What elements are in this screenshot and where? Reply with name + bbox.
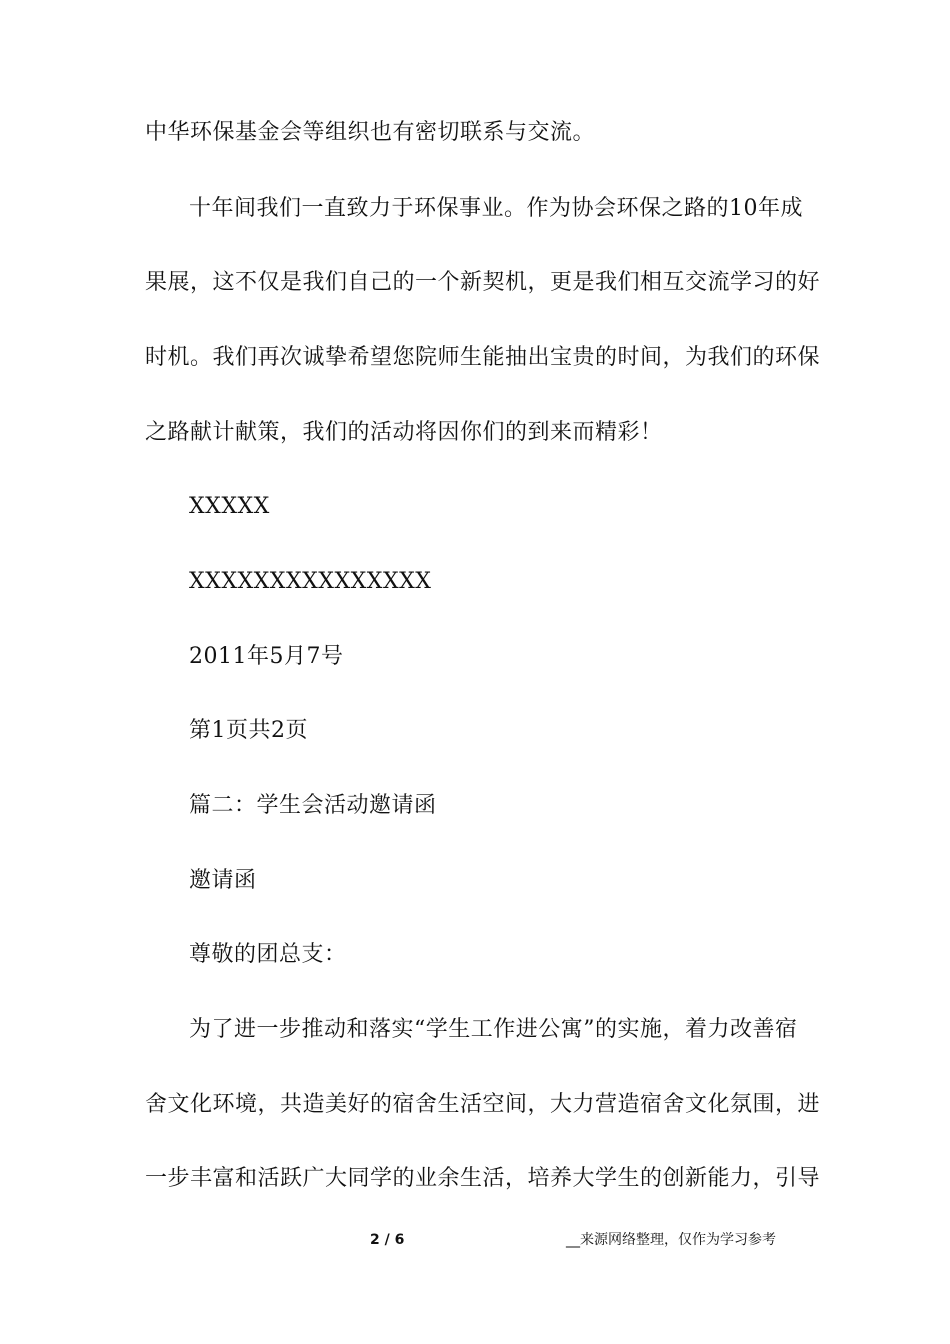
signature-line: XXXXX [189, 494, 270, 519]
page-marker-line: 第1页共2页 [189, 718, 308, 743]
letter-title: 邀请函 [189, 868, 257, 893]
paragraph-line: 十年间我们一直致力于环保事业。作为协会环保之路的10年成 [189, 196, 803, 221]
paragraph-line: 果展，这不仅是我们自己的一个新契机，更是我们相互交流学习的好 [145, 270, 821, 295]
paragraph-line: 时机。我们再次诚挚希望您院师生能抽出宝贵的时间，为我们的环保 [145, 345, 821, 370]
paragraph-line: 之路献计献策，我们的活动将因你们的到来而精彩！ [145, 420, 663, 445]
paragraph-line: 中华环保基金会等组织也有密切联系与交流。 [145, 120, 596, 145]
salutation-line: 尊敬的团总支： [189, 942, 347, 967]
paragraph-line: 为了进一步推动和落实“学生工作进公寓”的实施，着力改善宿 [189, 1017, 798, 1042]
date-line: 2011年5月7号 [189, 644, 344, 669]
section-heading: 篇二：学生会活动邀请函 [189, 793, 437, 818]
source-note: __来源网络整理，仅作为学习参考 [566, 1232, 776, 1248]
page-number: 2 / 6 [370, 1232, 405, 1248]
paragraph-line: 一步丰富和活跃广大同学的业余生活，培养大学生的创新能力，引导 [145, 1166, 821, 1191]
paragraph-line: 舍文化环境，共造美好的宿舍生活空间，大力营造宿舍文化氛围，进 [145, 1092, 821, 1117]
signature-line: XXXXXXXXXXXXXXX [189, 569, 432, 594]
